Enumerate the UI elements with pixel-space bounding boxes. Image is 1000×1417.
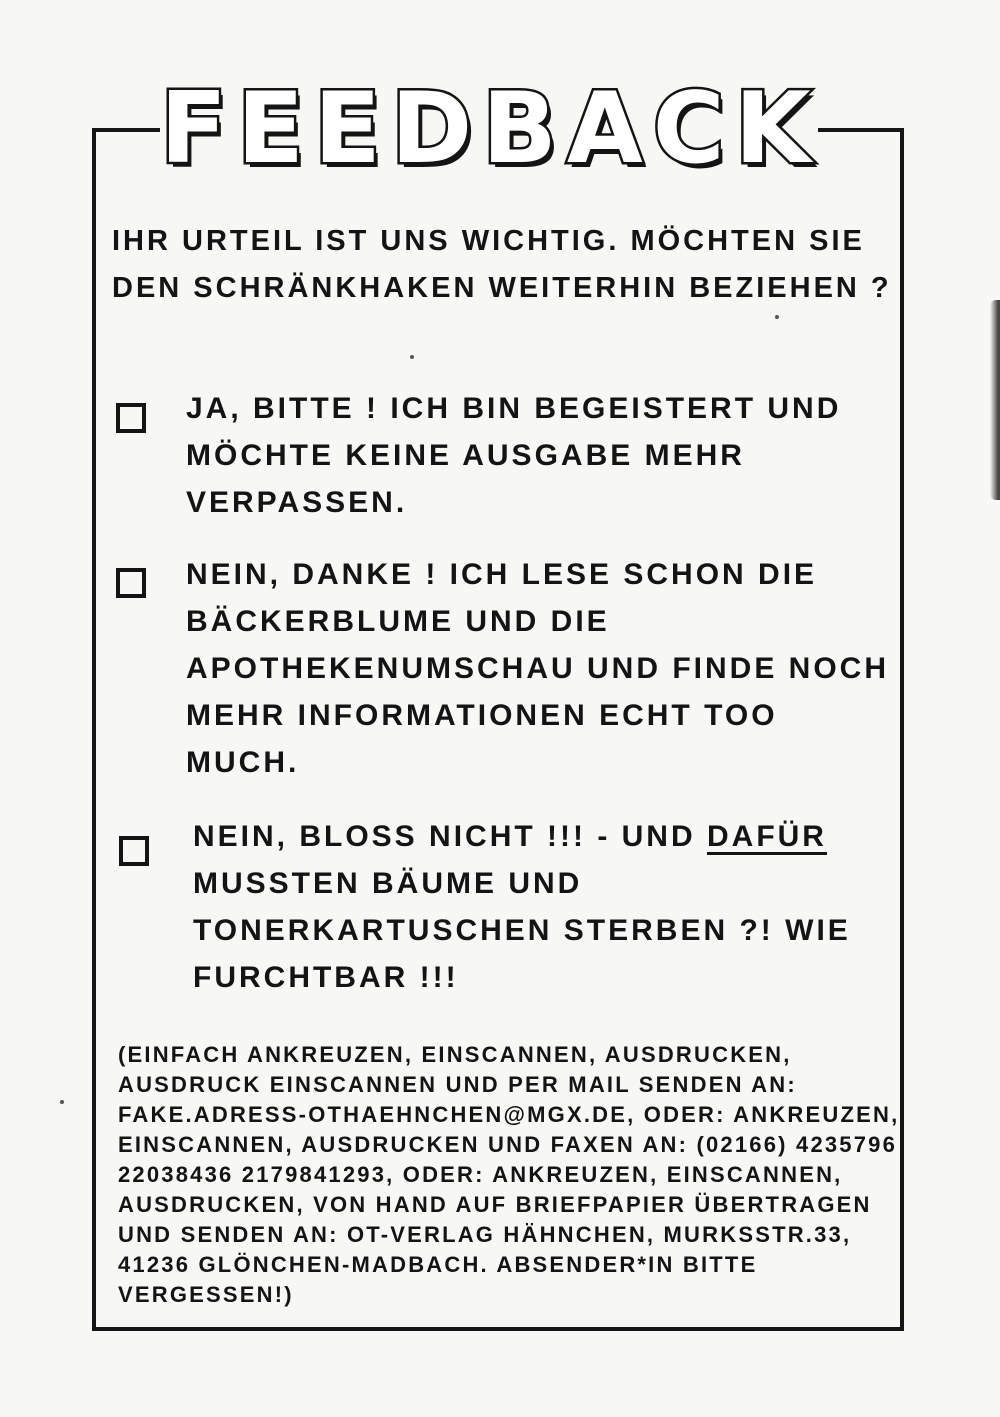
binding-shadow — [990, 300, 1000, 500]
frame-top-right-border — [818, 128, 904, 132]
option-no-way-part2: MUSSTEN BÄUME UND TONERKARTUSCHEN STERBEN ?! WIE FURCHTBAR !!! — [193, 867, 851, 994]
paper-speck — [60, 1100, 64, 1104]
option-no-way-part1: NEIN, BLOSS NICHT !!! - UND — [193, 820, 707, 853]
checkbox-yes[interactable] — [116, 403, 146, 433]
option-no-thanks-text: NEIN, DANKE ! ICH LESE SCHON DIE BÄCKERBLUME UND DIE APOTHEKENUMSCHAU UND FINDE NOCH MEHR INFORMATIONEN ECHT TOO MUCH. — [186, 558, 890, 779]
frame-top-left-border — [92, 128, 160, 132]
option-no-way-underlined: DAFÜR — [706, 820, 827, 853]
paper-speck — [775, 315, 779, 319]
checkbox-no-way[interactable] — [119, 836, 149, 866]
instructions-fine-print: (EINFACH ANKREUZEN, EINSCANNEN, AUSDRUCKEN, AUSDRUCK EINSCANNEN UND PER MAIL SENDEN AN: FAKE.ADRESS-OTHAEHNCHEN@MGX.DE, ODER: ANKREUZEN, EINSCANNEN, AUSDRUCKEN UND FAXEN AN: (02166) 4235796 22038436 2179841293, ODER: ANKREUZEN, EINSCANNEN, AUSDRUCKEN, VON HAND AUF BRIEFPAPIER ÜBERTRAGEN UND SENDEN AN: OT-VERLAG HÄHNCHEN, MURKSSTR.33, 41236 GLÖNCHEN-MADBACH. ABSENDER*IN BITTE VERGESSEN!) — [118, 1042, 900, 1307]
option-no-way-text — [193, 813, 893, 1001]
intro-question: IHR URTEIL IST UNS WICHTIG. MÖCHTEN SIE DEN SCHRÄNKHAKEN WEITERHIN BEZIEHEN ? — [112, 225, 892, 304]
paper-speck — [410, 355, 414, 359]
checkbox-no-thanks[interactable] — [116, 568, 146, 598]
option-yes-text: JA, BITTE ! ICH BIN BEGEISTERT UND MÖCHTE KEINE AUSGABE MEHR VERPASSEN. — [186, 392, 842, 519]
feedback-title: FEEDBACK — [160, 72, 821, 186]
